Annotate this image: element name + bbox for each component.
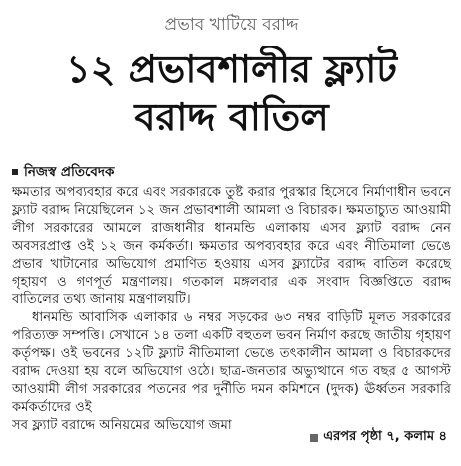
continuation-text: এরপর পৃষ্ঠা ৭, কলাম ৪	[323, 429, 447, 444]
last-line-text: সব ফ্ল্যাট বরাদ্দে অনিয়মের অভিযোগ জমা	[12, 417, 232, 433]
continuation-square-icon	[310, 434, 318, 442]
paragraph-2: ধানমন্ডি আবাসিক এলাকার ৬ নম্বর সড়কের ৬৩ নম্বর বাড়িটি মূলত সরকারের পরিত্যক্ত সম্পত্তি। সেখানে ১৪ তলা একটি বহুতল ভবন নির্মাণ করছে জাতীয় গৃহায়ণ কর্তৃপক্ষ। ওই ভবনের ১২টি ফ্ল্যাট নীতিমালা ভেঙে তৎকালীন আমলা ও বিচারকদের বরাদ্দ দেওয়া হয় বলে অভিযোগ ওঠে। ছাত্র-জনতার অভ্যুত্থানে গত বছর ৫ আগস্ট আওয়ামী লীগ সরকারের পতনের পর দুর্নীতি দমন কমিশনে (দুদক) ঊর্ধ্বতন সরকারি কর্মকর্তাদের ওই	[12, 310, 451, 415]
bullet-square-icon	[12, 169, 18, 175]
kicker: প্রভাব খাটিয়ে বরাদ্দ	[164, 15, 299, 35]
byline-text: নিজস্ব প্রতিবেদক	[24, 163, 115, 180]
paragraph-1: ক্ষমতার অপব্যবহার করে এবং সরকারকে তুষ্ট করার পুরস্কার হিসেবে নির্মাণাধীন ভবনে ফ্ল্যাট বরাদ্দ নিয়েছিলেন ১২ জন প্রভাবশালী আমলা ও বিচারক। ক্ষমতাচ্যুত আওয়ামী লীগ সরকারের আমলে রাজধানীর ধানমন্ডি এলাকায় এসব ফ্ল্যাট বরাদ্দ নেন অবসরপ্রাপ্ত ওই ১২ জন কর্মকর্তা। ক্ষমতার অপব্যবহার করে এবং নীতিমালা ভেঙে প্রভাব খাটানোর অভিযোগ প্রমাণিত হওয়ায় এসব ফ্ল্যাটের বরাদ্দ বাতিল করেছে গৃহায়ণ ও গণপূর্ত মন্ত্রণালয়। গতকাল মঙ্গলবার এক সংবাদ বিজ্ঞপ্তিতে বরাদ্দ বাতিলের তথ্য জানায় মন্ত্রণালয়টি।	[12, 185, 451, 308]
article-body	[12, 184, 451, 435]
news-clipping	[0, 10, 461, 466]
headline	[12, 46, 451, 142]
byline	[12, 162, 451, 182]
headline-line-1: ১২ প্রভাবশালীর ফ্ল্যাট	[66, 47, 397, 91]
continuation-note	[310, 427, 447, 448]
headline-line-2: বরাদ্দ বাতিল	[134, 95, 329, 139]
